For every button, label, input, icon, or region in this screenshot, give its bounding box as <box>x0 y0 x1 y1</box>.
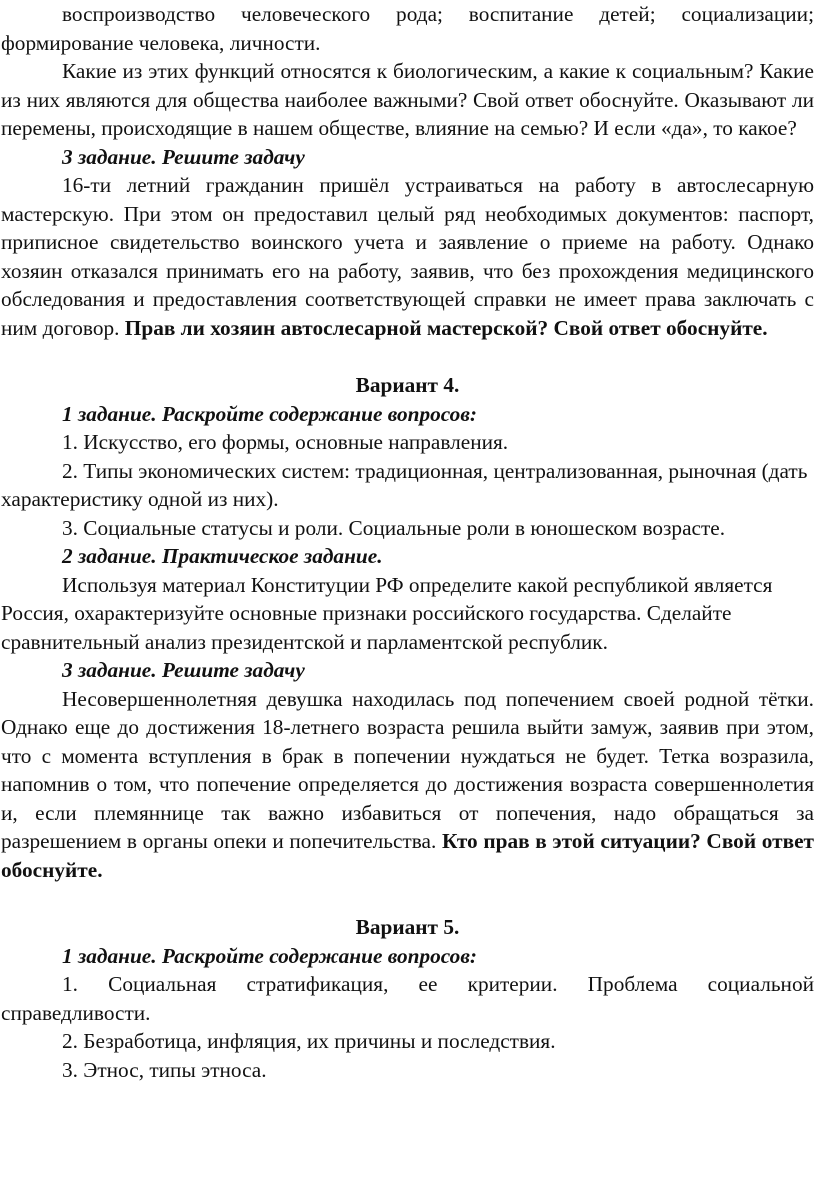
variant4-task1-item: 1. Искусство, его формы, основные направления. <box>62 430 509 454</box>
continuation-paragraph: воспроизводство человеческого рода; воспитание детей; социализации; формирование человека, личности. <box>1 2 814 55</box>
variant4-task1-item: 3. Социальные статусы и роли. Социальные роли в юношеском возрасте. <box>62 515 726 540</box>
variant5-heading: Вариант 5. <box>355 915 460 939</box>
variant5-task1-item: 2. Безработица, инфляция, их причины и последствия. <box>62 1029 556 1053</box>
variant4-task2-text: Используя материал Конституции РФ определите какой республикой является Россия, охарактеризуйте основные признаки российского государства. Сделайте сравнительный анализ президентской и парламентской республик. <box>1 572 773 654</box>
variant5-task1-item: 3. Этнос, типы этноса. <box>62 1057 267 1082</box>
question-paragraph: Какие из этих функций относятся к биологическим, а какие к социальным? Какие из них являются для общества наиболее важными? Свой ответ обоснуйте. Оказывают ли перемены, происходящие в нашем обществе, влияние на семью? И если «да», то какое? <box>1 59 814 140</box>
variant5-task1-title: 1 задание. Раскройте содержание вопросов: <box>62 943 477 968</box>
variant4-task3-question: Кто прав в этой ситуации? Свой ответ обоснуйте. <box>1 829 814 882</box>
variant4-task3-text: Несовершеннолетняя девушка находилась под попечением своей родной тётки. Однако еще до достижения 18-летнего возраста решила выйти замуж, заявив при этом, что с момента вступления в брак в попечении нуждаться не будет. Тетка возразила, напомнив о том, что попечение определяется до достижения возраста совершеннолетия и, если племяннице так важно избавиться от попечения, надо обращаться за разрешением в органы опеки и попечительства. <box>1 686 814 853</box>
variant4-task2-title: 2 задание. Практическое задание. <box>62 544 383 568</box>
task3-text: 16-ти летний гражданин пришёл устраиваться на работу в автослесарную мастерскую. При этом он предоставил целый ряд необходимых документов: паспорт, приписное свидетельство воинского учета и заявление о приеме на работу. Однако хозяин отказался принимать его на работу, заявив, что без прохождения медицинского обследования и предоставления соответствующей справки не имеет права заключать с ним договор. <box>1 173 814 340</box>
variant5-task1-item: 1. Социальная стратификация, ее критерии. Проблема социальной справедливости. <box>1 972 814 1025</box>
task3-title: 3 задание. Решите задачу <box>62 144 305 169</box>
spacer <box>1 342 814 371</box>
spacer <box>1 884 814 913</box>
variant4-task3-title: 3 задание. Решите задачу <box>62 658 305 682</box>
variant4-task3-paragraph <box>1 685 814 885</box>
variant4-task1-title: 1 задание. Раскройте содержание вопросов: <box>62 401 477 426</box>
task3-question: Прав ли хозяин автослесарной мастерской? Свой ответ обоснуйте. <box>124 315 768 340</box>
task3-paragraph <box>1 171 814 342</box>
variant4-heading: Вариант 4. <box>355 373 460 397</box>
variant4-task1-item: 2. Типы экономических систем: традиционная, централизованная, рыночная (дать характеристику одной из них). <box>1 458 808 511</box>
